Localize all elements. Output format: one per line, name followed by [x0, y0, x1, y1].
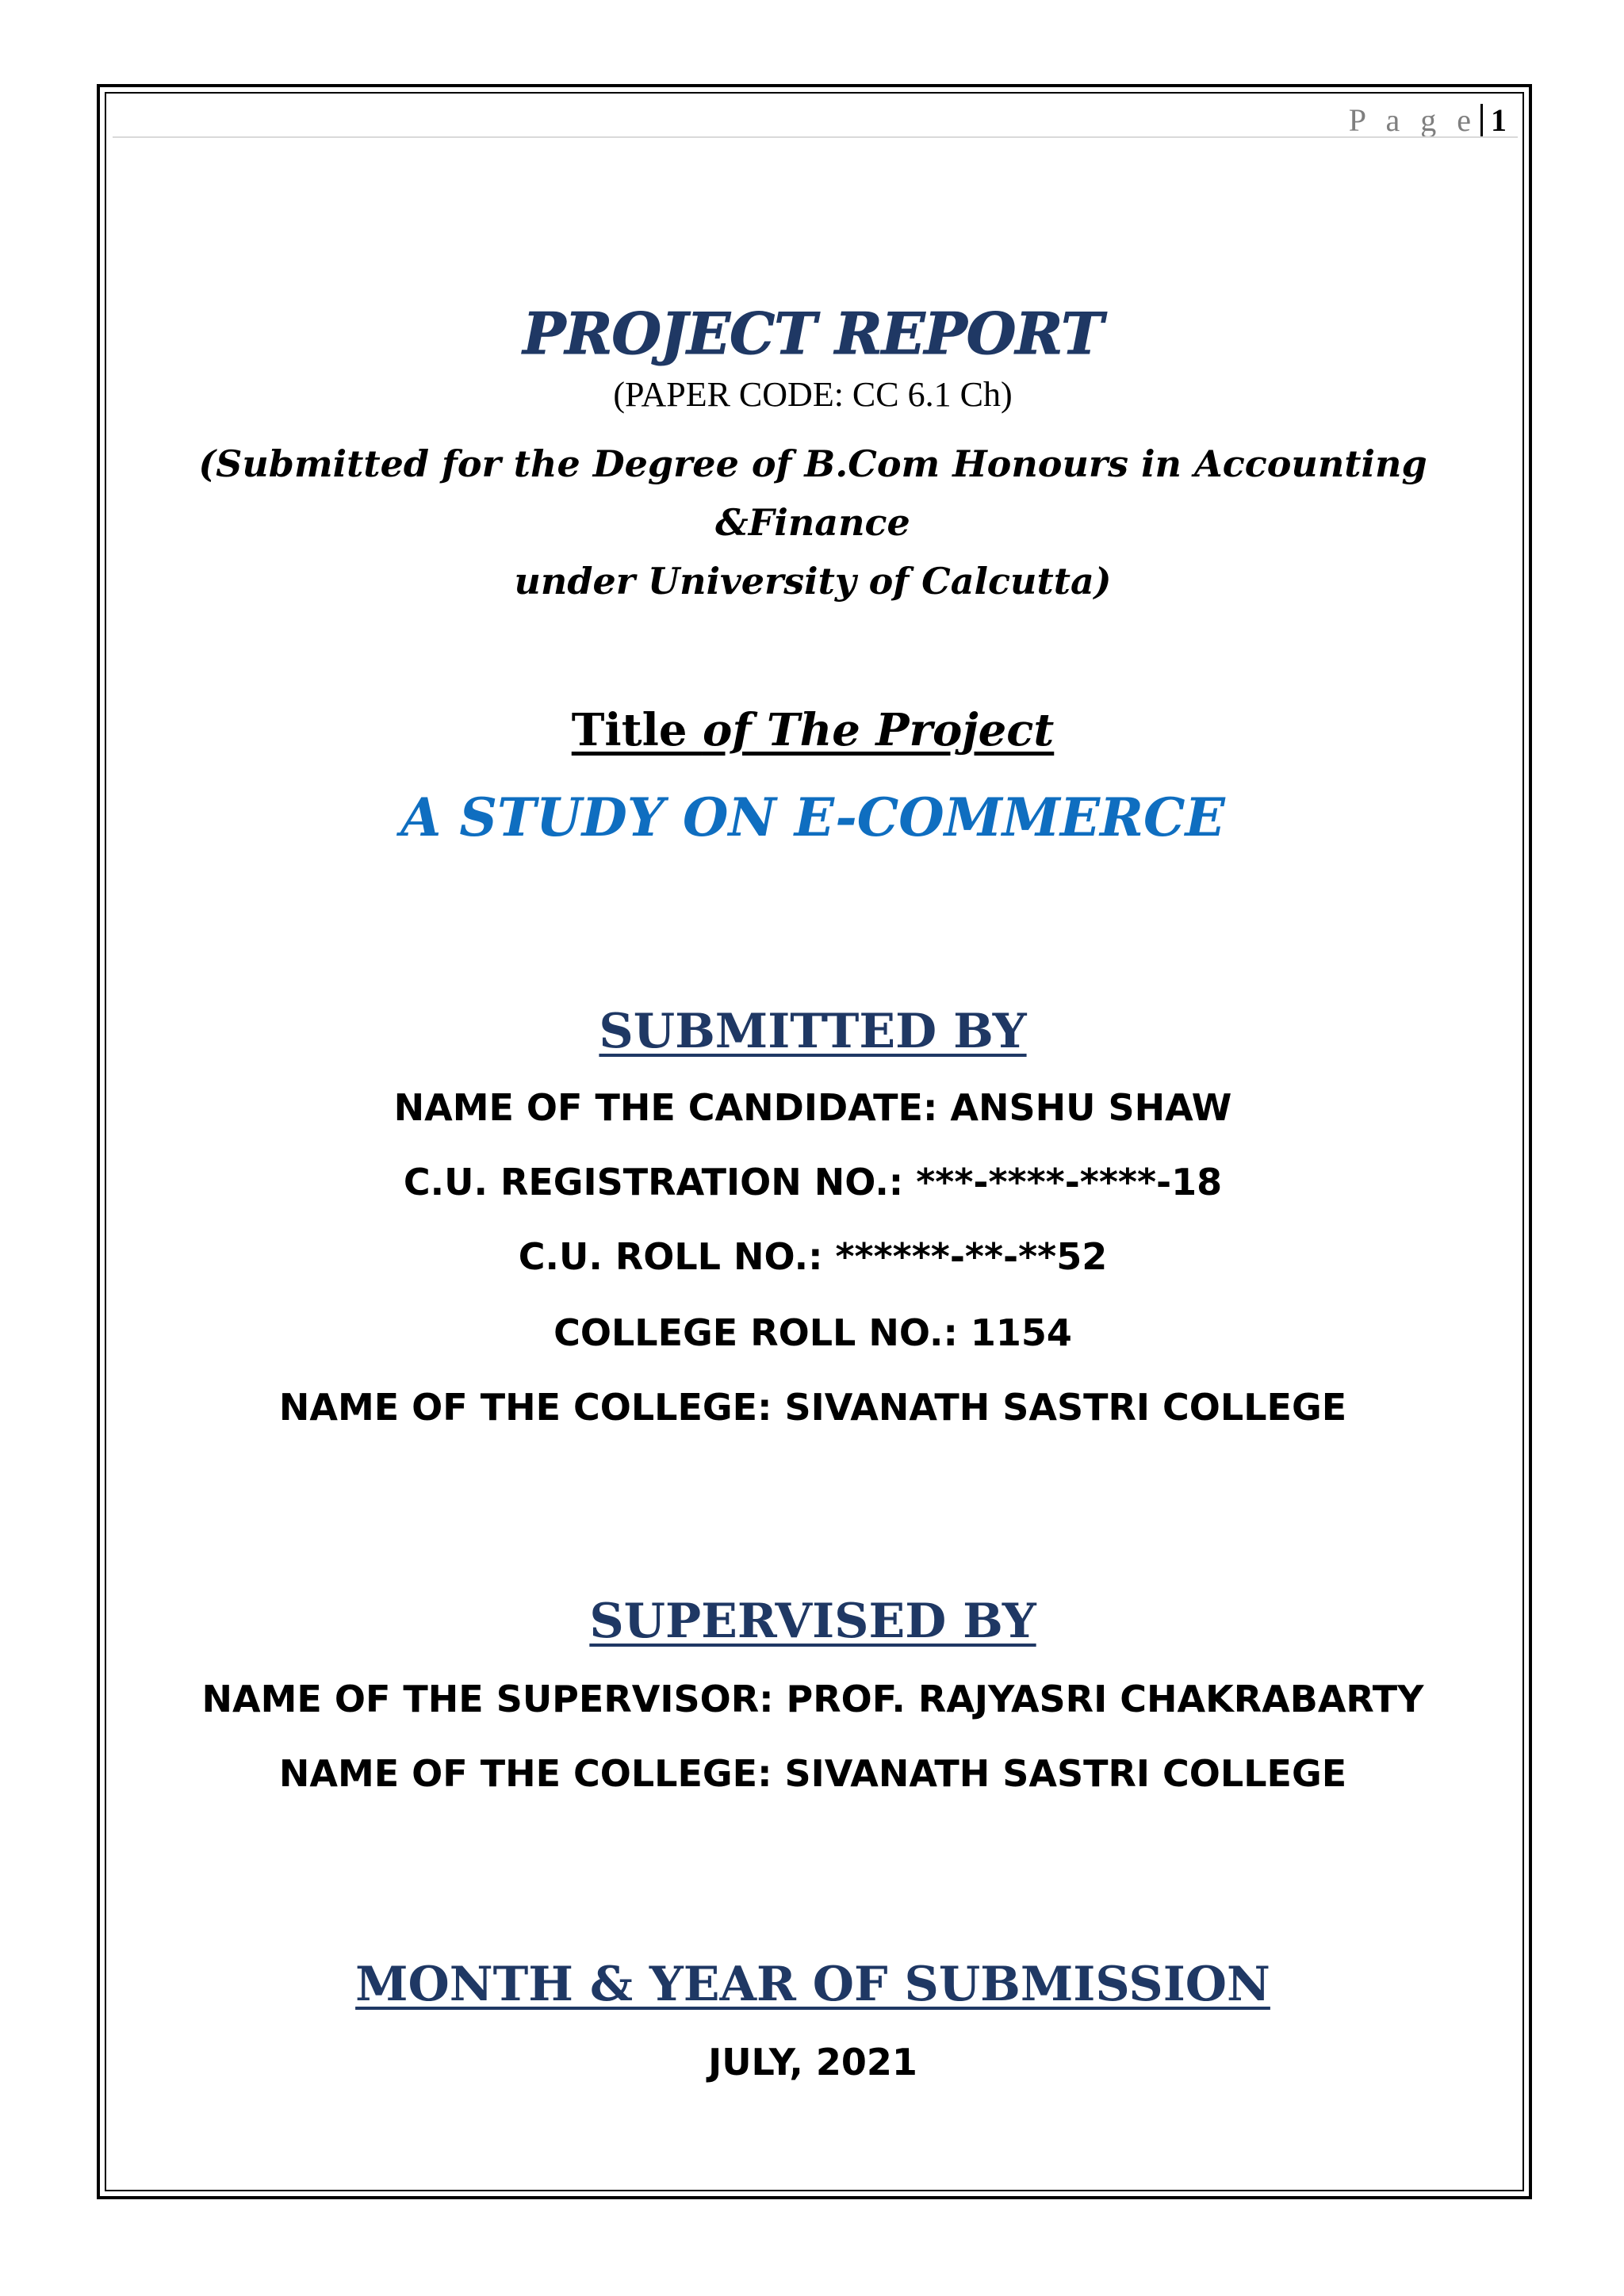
project-title-label — [111, 704, 1515, 756]
cu-roll-number: C.U. ROLL NO.: ******-**-**52 — [518, 1235, 1108, 1278]
paper-code: (PAPER CODE: CC 6.1 Ch) — [613, 375, 1013, 414]
degree-statement-line-1: (Submitted for the Degree of B.Com Honours in Accounting &Finance — [198, 442, 1427, 544]
report-title: PROJECT REPORT — [523, 300, 1103, 367]
submission-date: JULY, 2021 — [708, 2041, 917, 2084]
college-roll-number: COLLEGE ROLL NO.: 1154 — [553, 1311, 1072, 1354]
candidate-name: NAME OF THE CANDIDATE: ANSHU SHAW — [393, 1086, 1232, 1129]
page-number-header — [1349, 101, 1507, 139]
supervised-by-heading: SUPERVISED BY — [589, 1594, 1036, 1649]
header-rule — [113, 136, 1518, 138]
submission-heading: MONTH & YEAR OF SUBMISSION — [355, 1957, 1270, 2012]
project-title: A STUDY ON E-COMMERCE — [400, 786, 1225, 848]
title-label-plain: Title — [571, 704, 703, 756]
page-header-separator — [1480, 104, 1483, 137]
degree-statement — [111, 434, 1515, 610]
title-label-italic: of The Project — [702, 704, 1055, 756]
page-label: P a g e — [1348, 102, 1477, 138]
page-number: 1 — [1491, 102, 1507, 138]
candidate-college: NAME OF THE COLLEGE: SIVANATH SASTRI COLLEGE — [278, 1386, 1347, 1429]
supervisor-name: NAME OF THE SUPERVISOR: PROF. RAJYASRI CHAKRABARTY — [201, 1678, 1424, 1720]
submitted-by-heading: SUBMITTED BY — [599, 1004, 1027, 1059]
registration-number: C.U. REGISTRATION NO.: ***-****-****-18 — [403, 1161, 1223, 1203]
supervisor-college: NAME OF THE COLLEGE: SIVANATH SASTRI COLLEGE — [278, 1752, 1347, 1795]
degree-statement-line-2: under University of Calcutta) — [514, 560, 1112, 603]
